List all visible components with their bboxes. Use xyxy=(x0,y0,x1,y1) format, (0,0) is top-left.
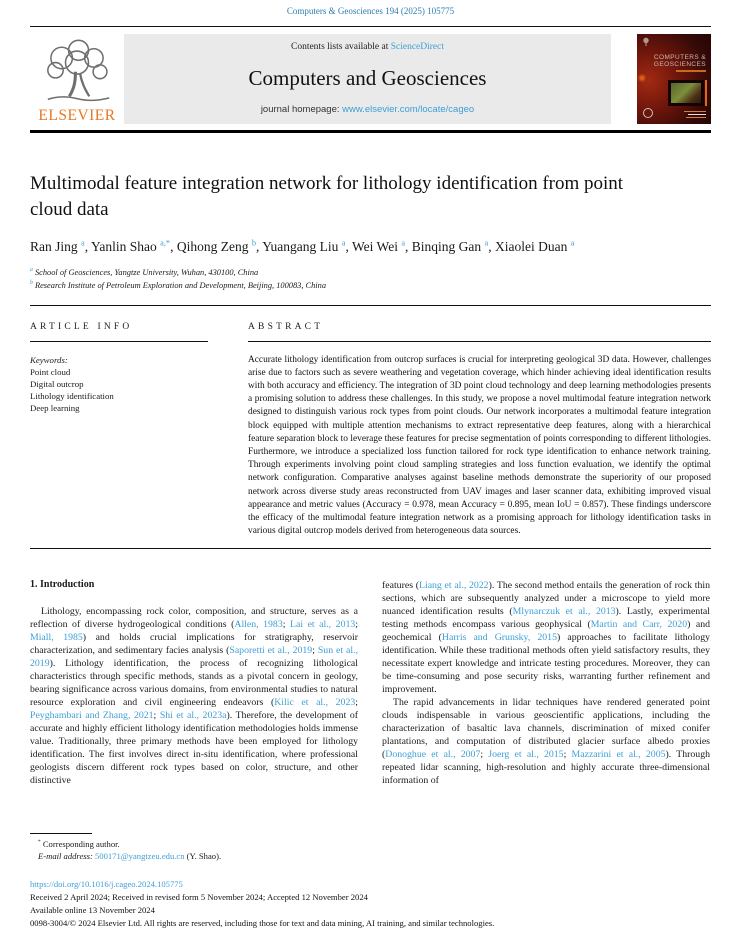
cover-publisher-mark xyxy=(643,108,653,118)
abstract-text: Accurate lithology identification from outcrop surfaces is crucial for interpreting geological 3D data. However, challenges arise due to factors such as severe weathering and vegetation coverage, which hinder achieving ideal identification results with both accuracy and efficiency. The integration of 3D point cloud technology and deep learning methodologies presents a promising solution to address these challenges. In this study, we propose a novel multimodal feature integration network designed to distinguish various rock types from point clouds. Our network incorporates a multimodal feature integration block equipped with multiple attention mechanisms to extract representative deep features, along with a hierarchical feature separation block to leverage these features for precise segmentation of points corresponding to different lithologies. Furthermore, we introduce a specialized loss function tailored for rock type identification to enhance network training. Through experiments involving point cloud sampling strategies and loss function evaluation, we identify the optimal network configuration. Comparative analyses against baseline methods demonstrate the superiority of our proposed network across diverse study areas reconstructed from UAV images and laser scanner data, exhibiting improved visual appearance and metric values (Accuracy = 0.978, mean Accuracy = 0.895, mean IoU = 0.857). These findings underscore the efficacy of the multimodal feature integration network as a promising approach for lithology identification tasks in various digital outcrop models derived from heterogeneous data sources. xyxy=(248,354,711,537)
doi-link[interactable]: https://doi.org/10.1016/j.cageo.2024.105775 xyxy=(30,879,183,889)
footnote-divider xyxy=(30,833,92,834)
body-column-right xyxy=(382,579,710,821)
body-column-left xyxy=(30,579,358,821)
title-block-divider xyxy=(30,305,711,306)
article-info-heading: ARTICLE INFO xyxy=(30,322,208,342)
intro-paragraph-1-continued: features (Liang et al., 2022). The second method entails the generation of rock thin sections, which are subsequently analyzed under a microscope to yield more nuanced identification results (Mlynarczuk et al., 2013). Lastly, experimental testing methods encompass various geophysical (Martin and Carr, 2020) and geochemical (Harris and Grunsky, 2015) approaches to facilitate lithology identification. While these traditional methods often yield satisfactory results, they necessitate expert knowledge and intricate testing procedures. Moreover, they can be time-consuming and pose security risks, warranting further refinement and improvement. xyxy=(382,580,711,696)
cover-subtitle-bar xyxy=(676,70,706,72)
top-divider xyxy=(30,26,711,27)
inline-link[interactable]: Liang et al., 2022 xyxy=(418,580,489,592)
keyword-digital-outcrop: Digital outcrop xyxy=(30,378,84,389)
author-list: Ran Jing $^a$, Yanlin Shao $^{a,*}$, Qihong Zeng $^b$, Yuangang Liu $^a$, Wei Wei $^a$, Binqing Gan $^a$, Xiaolei Duan $^a$ xyxy=(30,238,575,254)
journal-title: Computers and Geosciences xyxy=(248,65,487,90)
masthead-divider xyxy=(30,130,711,133)
inline-link[interactable]: Shi et al., 2023a xyxy=(159,710,227,722)
inline-link[interactable]: ScienceDirect xyxy=(390,42,444,52)
inline-link[interactable]: Kilic et al., 2023 xyxy=(274,697,356,709)
author-affiliation-superscript: a xyxy=(341,238,346,248)
contents-list-line: Contents lists available at ScienceDirect xyxy=(290,42,444,52)
cover-orange-strip xyxy=(705,80,707,106)
inline-link[interactable]: Saporetti et al., 2019 xyxy=(229,645,313,657)
keywords-label: Keywords: xyxy=(30,354,68,365)
intro-paragraph-2: The rapid advancements in lidar techniques have rendered generated point clouds indispensable in various geoscientific applications, including the characterization of basaltic lava channels, discrimination of mixed conifer plantations, and computation of distributed glacier surface albedo proxies (Donoghue et al., 2007; Joerg et al., 2015; Mazzarini et al., 2005). Through repeated lidar scanning, high-resolution and highly accurate three-dimensional information of xyxy=(382,697,710,787)
inline-link[interactable]: Lai et al., 2013 xyxy=(289,619,356,631)
publication-footer xyxy=(30,878,711,930)
info-abstract-section xyxy=(30,322,711,539)
running-head-citation: Computers & Geosciences 194 (2025) 105775 xyxy=(286,6,455,16)
cover-editor-lines xyxy=(684,111,706,118)
affiliation-b-sup: b xyxy=(30,280,33,287)
footnote-star: * xyxy=(38,839,41,846)
author-affiliation-superscript: b xyxy=(251,238,257,248)
italic-label: E-mail address: xyxy=(38,851,95,861)
available-online-date: Available online 13 November 2024 xyxy=(30,905,155,915)
journal-masthead xyxy=(30,34,711,124)
journal-homepage-line: journal homepage: www.elsevier.com/locate/cageo xyxy=(260,104,475,115)
inline-link[interactable]: Joerg et al., 2015 xyxy=(488,749,564,761)
journal-banner xyxy=(124,34,611,124)
keyword-point-cloud: Point cloud xyxy=(30,366,71,377)
elsevier-wordmark: ELSEVIER xyxy=(38,107,116,124)
article-info-column xyxy=(30,322,208,539)
affiliation-a: $^a$ School of Geosciences, Yangtze University, Wuhan, 430100, China xyxy=(30,267,259,277)
affiliation-b: $^b$ Research Institute of Petroleum Exploration and Development, Beijing, 100083, China xyxy=(30,280,327,291)
intro-paragraph-1: Lithology, encompassing rock color, composition, and structure, serves as a reflection of diverse hydrogeological conditions (Allen, 1983; Lai et al., 2013; Miall, 1985) and holds crucial implications for stratigraphy, reservoir characterization, and sedimentary facies analysis (Saporetti et al., 2019; Sun et al., 2019). Lithology identification, the process of recognizing lithological characteristics through specific methods, stands as a pivotal concern in geology, bearing significance across various domains, from environmental studies to natural resource exploration and civil engineering endeavors (Kilic et al., 2023; Peyghambari and Zhang, 2021; Shi et al., 2023a). Therefore, the development of accurate and highly efficient lithology identification methodologies holds immense value. Traditionally, three primary methods have been employed for lithology identification. The first involves direct in-situ identification, where professional geologists discern different rock types based on color, structure, and other distinctive xyxy=(30,606,359,787)
keyword-lithology-identification: Lithology identification xyxy=(30,390,114,401)
received-dates: Received 2 April 2024; Received in revised form 5 November 2024; Accepted 12 November 2024 xyxy=(30,892,368,902)
cover-glow xyxy=(639,75,645,81)
corresponding-author-note: * Corresponding author. xyxy=(38,839,120,849)
inline-link[interactable]: Harris and Grunsky, 2015 xyxy=(441,632,557,644)
journal-cover-thumbnail[interactable] xyxy=(637,34,711,124)
inline-link[interactable]: Sun et al., 2019 xyxy=(30,645,359,670)
author-affiliation-superscript: a xyxy=(484,238,489,248)
cover-journal-title: COMPUTERS & GEOSCIENCES xyxy=(653,54,706,68)
footnote-block xyxy=(30,833,370,862)
keyword-deep-learning: Deep learning xyxy=(30,402,80,413)
body-text xyxy=(30,579,711,821)
email-address-line: E-mail address: 500171@yangtzeu.edu.cn (Y. Shao). xyxy=(38,851,222,861)
issn-copyright-line: 0098-3004/© 2024 Elsevier Ltd. All rights are reserved, including those for text and data mining, AI training, and similar technologies. xyxy=(30,918,495,928)
inline-link[interactable]: Miall, 1985 xyxy=(30,632,83,644)
inline-link[interactable]: Mlynarczuk et al., 2013 xyxy=(512,606,616,618)
abstract-divider xyxy=(30,548,711,549)
elsevier-logo[interactable] xyxy=(30,34,124,124)
author-affiliation-superscript: a xyxy=(81,238,85,248)
inline-link[interactable]: 500171@yangtzeu.edu.cn xyxy=(94,851,185,861)
inline-link[interactable]: Peyghambari and Zhang, 2021 xyxy=(30,710,154,722)
inline-link[interactable]: Donoghue et al., 2007 xyxy=(385,749,481,761)
inline-link[interactable]: www.elsevier.com/locate/cageo xyxy=(342,104,475,115)
inline-link[interactable]: Martin and Carr, 2020 xyxy=(590,619,688,631)
cover-terrain-image xyxy=(668,80,704,106)
inline-link[interactable]: Allen, 1983 xyxy=(234,619,283,631)
author-affiliation-superscript: a xyxy=(401,238,406,248)
author-affiliation-superscript: a,* xyxy=(160,238,171,248)
affiliation-a-sup: a xyxy=(30,267,33,273)
elsevier-tree-icon xyxy=(38,34,116,108)
abstract-heading: ABSTRACT xyxy=(248,322,711,342)
affiliations xyxy=(30,265,711,292)
article-title: Multimodal feature integration network for lithology identification from point cloud data xyxy=(30,173,624,220)
inline-link[interactable]: Mazzarini et al., 2005 xyxy=(571,749,666,761)
author-affiliation-superscript: a xyxy=(570,238,575,248)
cover-tree-icon xyxy=(642,37,650,47)
abstract-column xyxy=(248,322,711,539)
section-heading-introduction: 1. Introduction xyxy=(30,579,95,591)
